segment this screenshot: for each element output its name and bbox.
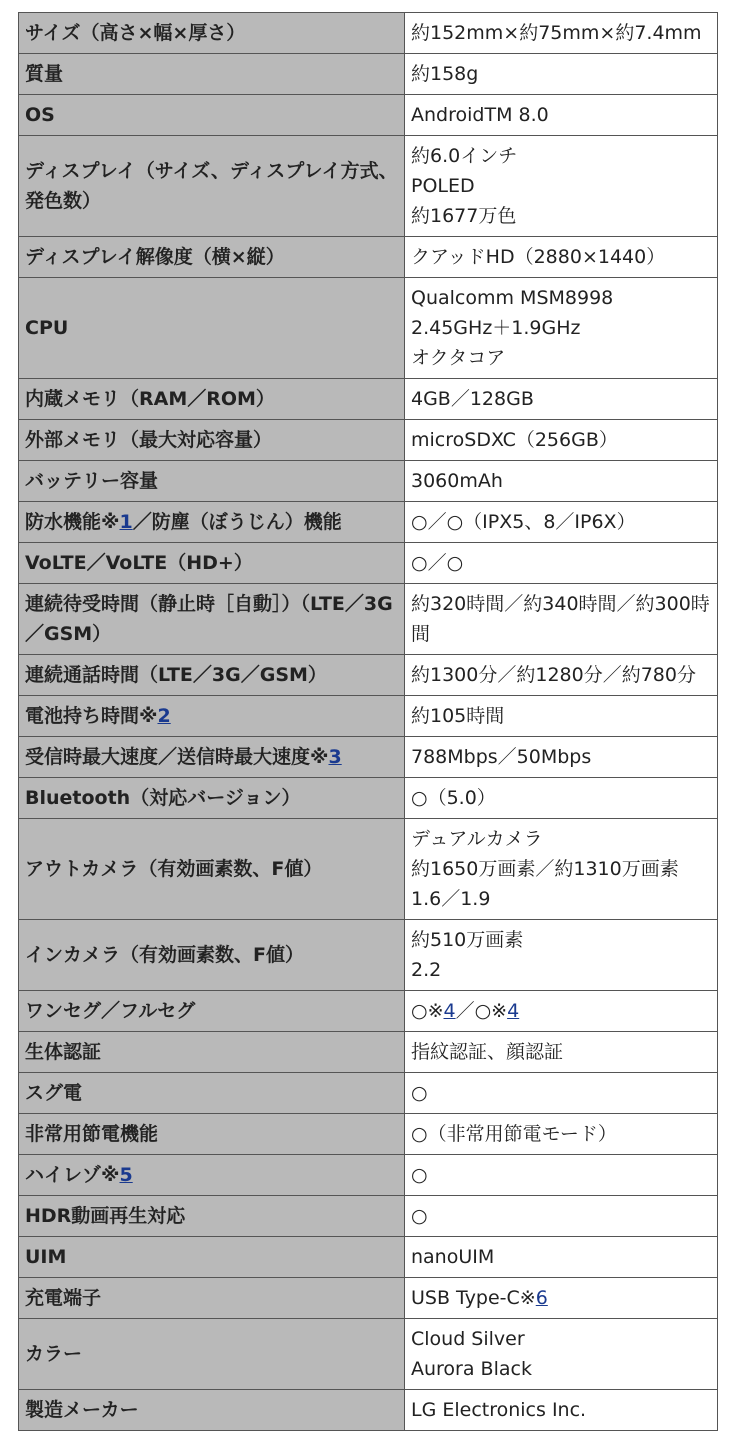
spec-label-memory: 内蔵メモリ（RAM／ROM）: [19, 379, 405, 420]
footnote-link-5[interactable]: 5: [119, 1164, 133, 1186]
spec-label-biometrics: 生体認証: [19, 1032, 405, 1073]
table-row: [19, 1114, 718, 1155]
spec-value-os: AndroidTM 8.0: [405, 95, 718, 136]
spec-value-display: 約6.0インチ POLED 約1677万色: [405, 136, 718, 237]
spec-label-waterproof: 防水機能※1／防塵（ぼうじん）機能: [19, 502, 405, 543]
spec-label-max-speed: 受信時最大速度／送信時最大速度※3: [19, 737, 405, 778]
spec-value-emergency-power: ○（非常用節電モード）: [405, 1114, 718, 1155]
spec-value-external-memory: microSDXC（256GB）: [405, 420, 718, 461]
spec-label-hi-res: ハイレゾ※5: [19, 1155, 405, 1196]
table-row: [19, 379, 718, 420]
table-row: [19, 420, 718, 461]
spec-value-battery-life: 約105時間: [405, 696, 718, 737]
spec-label-charging-port: 充電端子: [19, 1278, 405, 1319]
footnote-link-2[interactable]: 2: [157, 705, 171, 727]
table-row: [19, 1155, 718, 1196]
spec-value-volte: ○／○: [405, 543, 718, 584]
spec-value-hi-res: ○: [405, 1155, 718, 1196]
spec-label-external-memory: 外部メモリ（最大対応容量）: [19, 420, 405, 461]
spec-value-manufacturer: LG Electronics Inc.: [405, 1390, 718, 1431]
spec-label-manufacturer: 製造メーカー: [19, 1390, 405, 1431]
spec-label-display: ディスプレイ（サイズ、ディスプレイ方式、発色数）: [19, 136, 405, 237]
table-row: [19, 1237, 718, 1278]
spec-value-memory: 4GB／128GB: [405, 379, 718, 420]
spec-value-sugu-den: ○: [405, 1073, 718, 1114]
spec-label-weight: 質量: [19, 54, 405, 95]
table-row: [19, 237, 718, 278]
spec-value-bluetooth: ○（5.0）: [405, 778, 718, 819]
spec-value-tv-tuner: ○※4／○※4: [405, 991, 718, 1032]
spec-value-battery: 3060mAh: [405, 461, 718, 502]
footnote-link-4-second[interactable]: 4: [507, 1000, 520, 1022]
spec-value-rear-camera: デュアルカメラ 約1650万画素／約1310万画素 1.6／1.9: [405, 819, 718, 920]
table-row: [19, 54, 718, 95]
table-row: [19, 1319, 718, 1390]
table-row: [19, 696, 718, 737]
table-row: [19, 1073, 718, 1114]
spec-value-charging-port: USB Type-C※6: [405, 1278, 718, 1319]
table-row: [19, 778, 718, 819]
spec-value-uim: nanoUIM: [405, 1237, 718, 1278]
table-row: [19, 502, 718, 543]
table-row: [19, 95, 718, 136]
spec-label-battery: バッテリー容量: [19, 461, 405, 502]
spec-label-rear-camera: アウトカメラ（有効画素数、F値）: [19, 819, 405, 920]
spec-label-size: サイズ（高さ×幅×厚さ）: [19, 13, 405, 54]
table-row: [19, 584, 718, 655]
spec-value-standby-time: 約320時間／約340時間／約300時間: [405, 584, 718, 655]
footnote-link-1[interactable]: 1: [119, 511, 133, 533]
table-row: [19, 991, 718, 1032]
spec-label-front-camera: インカメラ（有効画素数、F値）: [19, 920, 405, 991]
spec-label-battery-life: 電池持ち時間※2: [19, 696, 405, 737]
table-row: [19, 920, 718, 991]
table-row: [19, 1390, 718, 1431]
spec-label-hdr: HDR動画再生対応: [19, 1196, 405, 1237]
footnote-link-3[interactable]: 3: [328, 746, 342, 768]
spec-label-talk-time: 連続通話時間（LTE／3G／GSM）: [19, 655, 405, 696]
spec-value-talk-time: 約1300分／約1280分／約780分: [405, 655, 718, 696]
spec-label-sugu-den: スグ電: [19, 1073, 405, 1114]
table-row: [19, 1196, 718, 1237]
table-row: [19, 461, 718, 502]
spec-label-os: OS: [19, 95, 405, 136]
spec-label-emergency-power: 非常用節電機能: [19, 1114, 405, 1155]
spec-value-max-speed: 788Mbps／50Mbps: [405, 737, 718, 778]
spec-table: [18, 12, 718, 1431]
spec-label-bluetooth: Bluetooth（対応バージョン）: [19, 778, 405, 819]
spec-label-tv-tuner: ワンセグ／フルセグ: [19, 991, 405, 1032]
spec-value-biometrics: 指紋認証、顔認証: [405, 1032, 718, 1073]
footnote-link-6[interactable]: 6: [535, 1287, 548, 1309]
table-row: [19, 278, 718, 379]
spec-label-cpu: CPU: [19, 278, 405, 379]
spec-label-color: カラー: [19, 1319, 405, 1390]
table-row: [19, 13, 718, 54]
spec-value-hdr: ○: [405, 1196, 718, 1237]
spec-value-weight: 約158g: [405, 54, 718, 95]
table-row: [19, 1032, 718, 1073]
spec-label-uim: UIM: [19, 1237, 405, 1278]
table-row: [19, 819, 718, 920]
table-row: [19, 543, 718, 584]
spec-value-cpu: Qualcomm MSM8998 2.45GHz＋1.9GHz オクタコア: [405, 278, 718, 379]
spec-label-resolution: ディスプレイ解像度（横×縦）: [19, 237, 405, 278]
spec-value-front-camera: 約510万画素 2.2: [405, 920, 718, 991]
table-row: [19, 737, 718, 778]
spec-label-standby-time: 連続待受時間（静止時［自動］）（LTE／3G／GSM）: [19, 584, 405, 655]
spec-value-resolution: クアッドHD（2880×1440）: [405, 237, 718, 278]
spec-value-color: Cloud Silver Aurora Black: [405, 1319, 718, 1390]
table-row: [19, 136, 718, 237]
spec-label-volte: VoLTE／VoLTE（HD+）: [19, 543, 405, 584]
spec-value-size: 約152mm×約75mm×約7.4mm: [405, 13, 718, 54]
table-row: [19, 655, 718, 696]
footnote-link-4[interactable]: 4: [443, 1000, 456, 1022]
spec-value-waterproof: ○／○（IPX5、8／IP6X）: [405, 502, 718, 543]
table-row: [19, 1278, 718, 1319]
